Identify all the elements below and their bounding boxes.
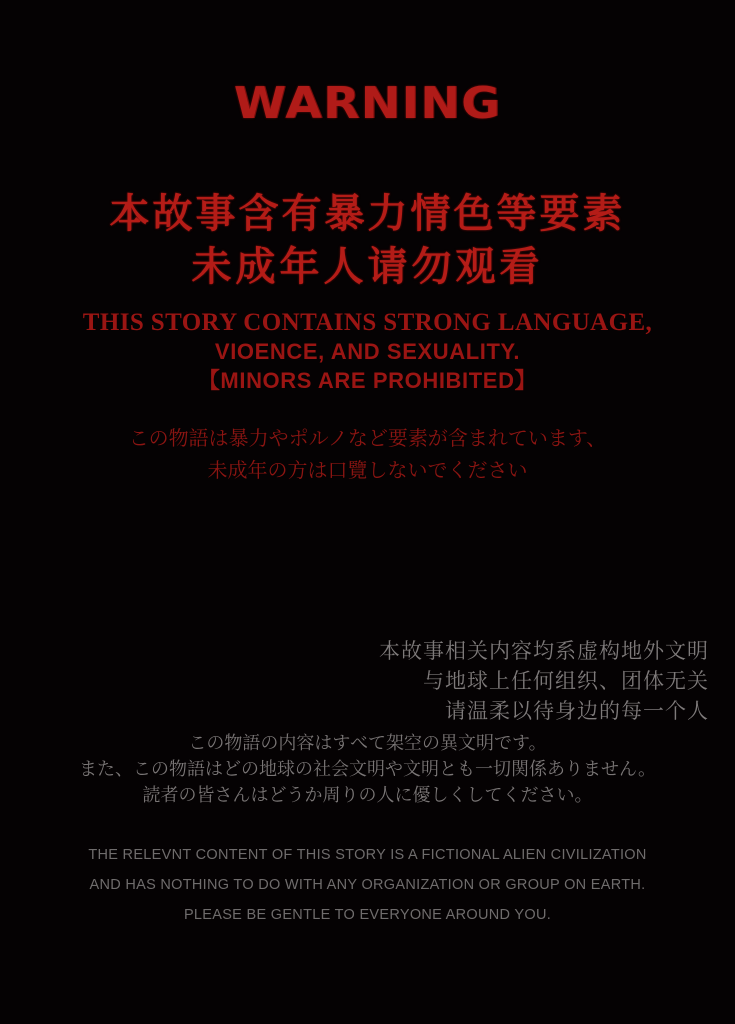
japanese-disclaimer-line-1: この物語の内容はすべて架空の異文明です。 <box>188 733 547 754</box>
japanese-disclaimer-line-3: 読者の皆さんはどうか周りの人に優しくしてください。 <box>142 785 593 806</box>
english-notice <box>0 308 735 395</box>
english-disclaimer-line-3: PLEASE BE GENTLE TO EVERYONE AROUND YOU. <box>183 907 552 923</box>
japanese-notice-line-1: この物語は暴力やポルノなど要素が含まれています、 <box>128 426 607 450</box>
english-notice-line-3: 【MINORS ARE PROHIBITED】 <box>197 368 538 393</box>
chinese-disclaimer-line-1: 本故事相关内容均系虚构地外文明 <box>379 639 709 663</box>
japanese-disclaimer-line-2: また、この物語はどの地球の社会文明や文明とも一切関係ありません。 <box>78 759 657 780</box>
english-notice-line-2: VIOENCE, AND SEXUALITY. <box>214 339 521 364</box>
chinese-disclaimer-line-2: 与地球上任何组织、团体无关 <box>423 669 709 693</box>
chinese-headline-line-2: 未成年人请勿观看 <box>191 244 544 290</box>
english-notice-line-1: THIS STORY CONTAINS STRONG LANGUAGE, <box>82 309 653 336</box>
warning-title: WARNING <box>233 78 502 129</box>
japanese-disclaimer <box>0 731 735 809</box>
chinese-headline-line-1: 本故事含有暴力情色等要素 <box>109 191 626 237</box>
english-disclaimer-line-2: AND HAS NOTHING TO DO WITH ANY ORGANIZATION OR GROUP ON EARTH. <box>89 877 646 893</box>
japanese-notice-line-2: 未成年の方は口覽しないでください <box>207 458 528 482</box>
japanese-notice <box>0 422 735 486</box>
english-disclaimer-line-1: THE RELEVNT CONTENT OF THIS STORY IS A FICTIONAL ALIEN CIVILIZATION <box>88 847 647 863</box>
english-disclaimer <box>0 840 735 930</box>
chinese-disclaimer <box>0 636 735 726</box>
chinese-disclaimer-line-3: 请温柔以待身边的每一个人 <box>445 699 709 723</box>
chinese-headline <box>0 188 735 294</box>
